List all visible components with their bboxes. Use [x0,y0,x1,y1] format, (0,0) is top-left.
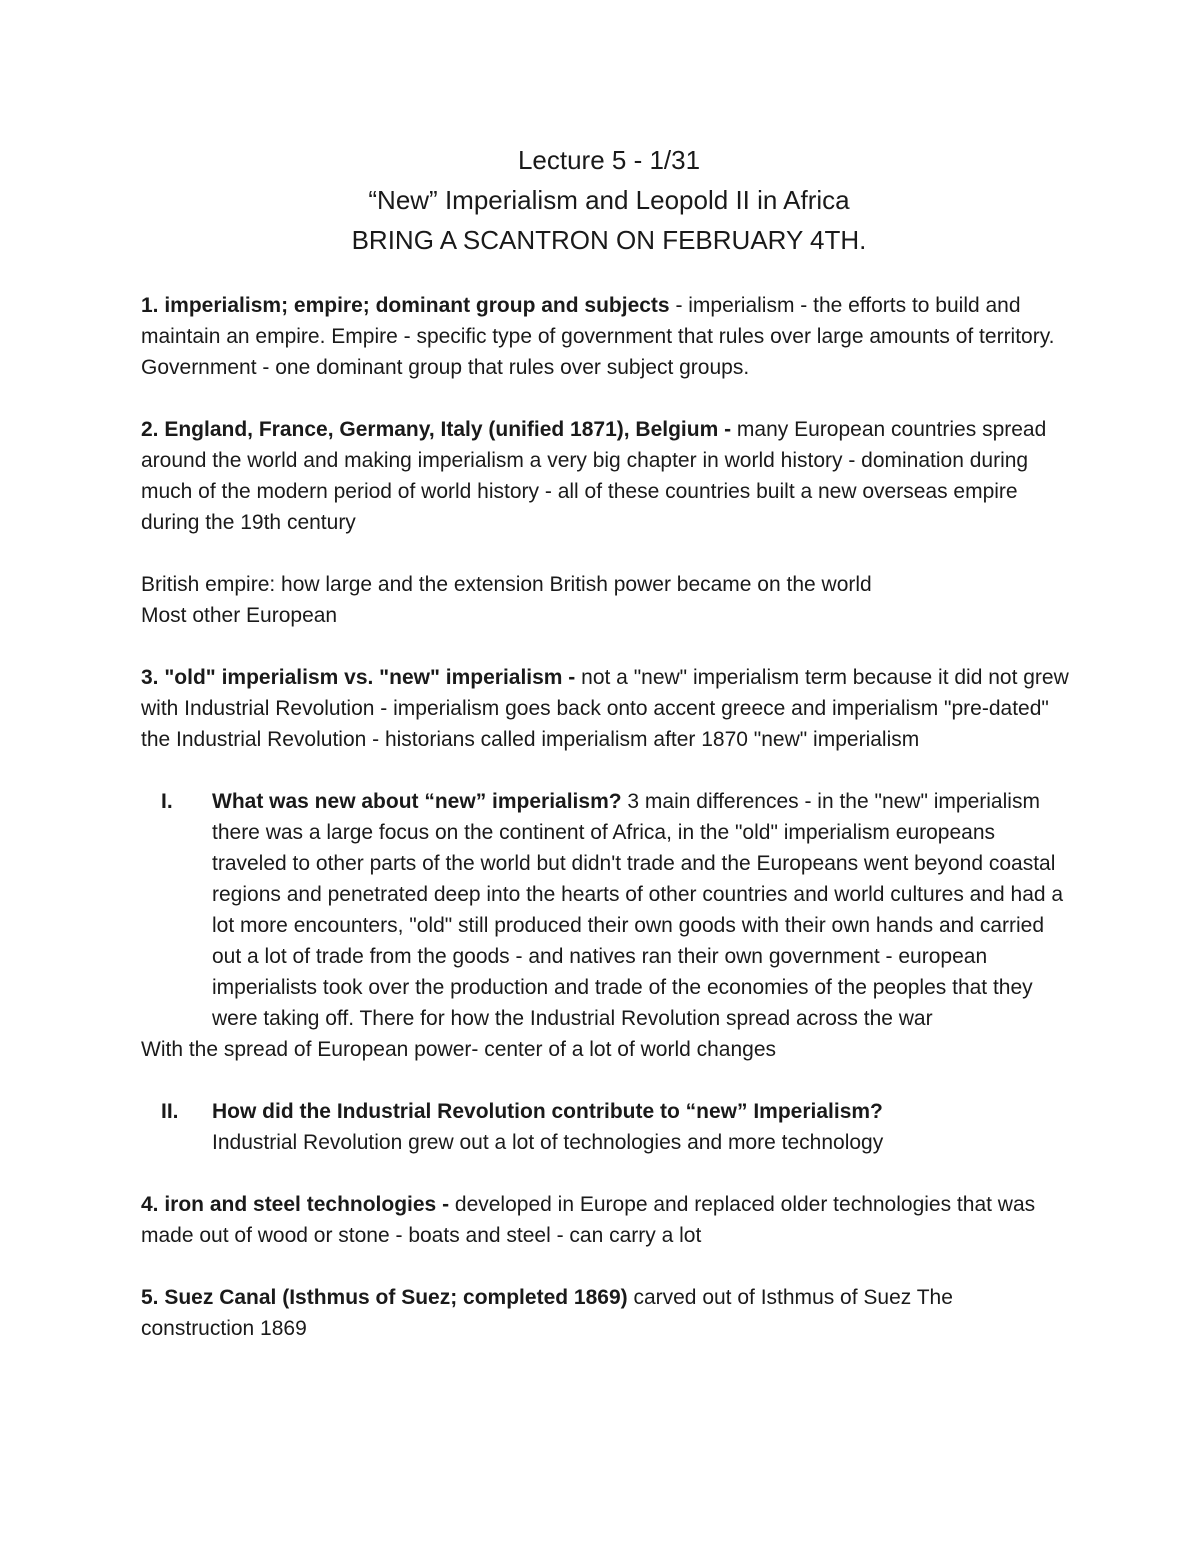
lecture-subtitle: “New” Imperialism and Leopold II in Africa [368,185,850,215]
roman-item-1 [141,786,1071,1034]
roman-numeral: II. [161,1100,179,1123]
note-item-5 [141,1282,1071,1344]
note-text: not a "new" imperialism term because it did not grew with Industrial Revolution - imperialism goes back onto accent greece and imperialism "pre-dated" the Industrial Revolution - historians called imperialism after 1870 "new" imperialism [141,666,1069,751]
note-text: developed in Europe and replaced older technologies that was made out of wood or stone - boats and steel - can carry a lot [141,1193,1036,1247]
note-item-2 [141,414,1071,538]
note-text: - imperialism - the efforts to build and maintain an empire. Empire - specific type of government that rules over large amounts of territory. Government - one dominant group that rules over subject groups. [141,294,1055,379]
note-line: Most other European [141,604,338,627]
note-term: 1. imperialism; empire; dominant group and subjects [141,294,670,317]
note-text: many European countries spread around the world and making imperialism a very big chapter in world history - domination during much of the modern period of world history - all of these countries built a new overseas empire during the 19th century [141,418,1047,534]
question-heading: How did the Industrial Revolution contribute to “new” Imperialism? [212,1100,883,1123]
lecture-title: Lecture 5 - 1/31 [517,145,701,175]
note-text: 3 main differences - in the "new" imperialism there was a large focus on the continent of Africa, in the "old" imperialism europeans traveled to other parts of the world but didn't trade and the Europeans went beyond coastal regions and penetrated deep into the hearts of other countries and world cultures and had a lot more encounters, "old" still produced their own goods with their own hands and carried out a lot of trade from the goods - and natives ran their own government - european imperialists took over the production and trade of the economies of the peoples that they were taking off. There for how the Industrial Revolution spread across the war [212,790,1064,1030]
lecture-notes [141,140,1071,1344]
british-empire-note [141,569,1071,631]
note-term: 2. England, France, Germany, Italy (unified 1871), Belgium - [141,418,732,441]
note-term: 4. iron and steel technologies - [141,1193,450,1216]
roman-numeral: I. [161,790,173,813]
question-heading: What was new about “new” imperialism? [212,790,622,813]
document-header [147,140,1071,260]
spread-note: With the spread of European power- center of a lot of world changes [141,1038,777,1061]
roman-item-2 [141,1096,1071,1158]
scantron-reminder: BRING A SCANTRON ON FEBRUARY 4TH. [351,225,867,255]
note-term: 5. Suez Canal (Isthmus of Suez; completed 1869) [141,1286,628,1309]
note-term: 3. "old" imperialism vs. "new" imperialism - [141,666,576,689]
note-line: British empire: how large and the extension British power became on the world [141,573,872,596]
note-text: Industrial Revolution grew out a lot of technologies and more technology [212,1131,884,1154]
note-item-3 [141,662,1071,755]
note-text: carved out of Isthmus of Suez The construction 1869 [141,1286,953,1340]
note-item-4 [141,1189,1071,1251]
note-item-1 [141,290,1071,383]
